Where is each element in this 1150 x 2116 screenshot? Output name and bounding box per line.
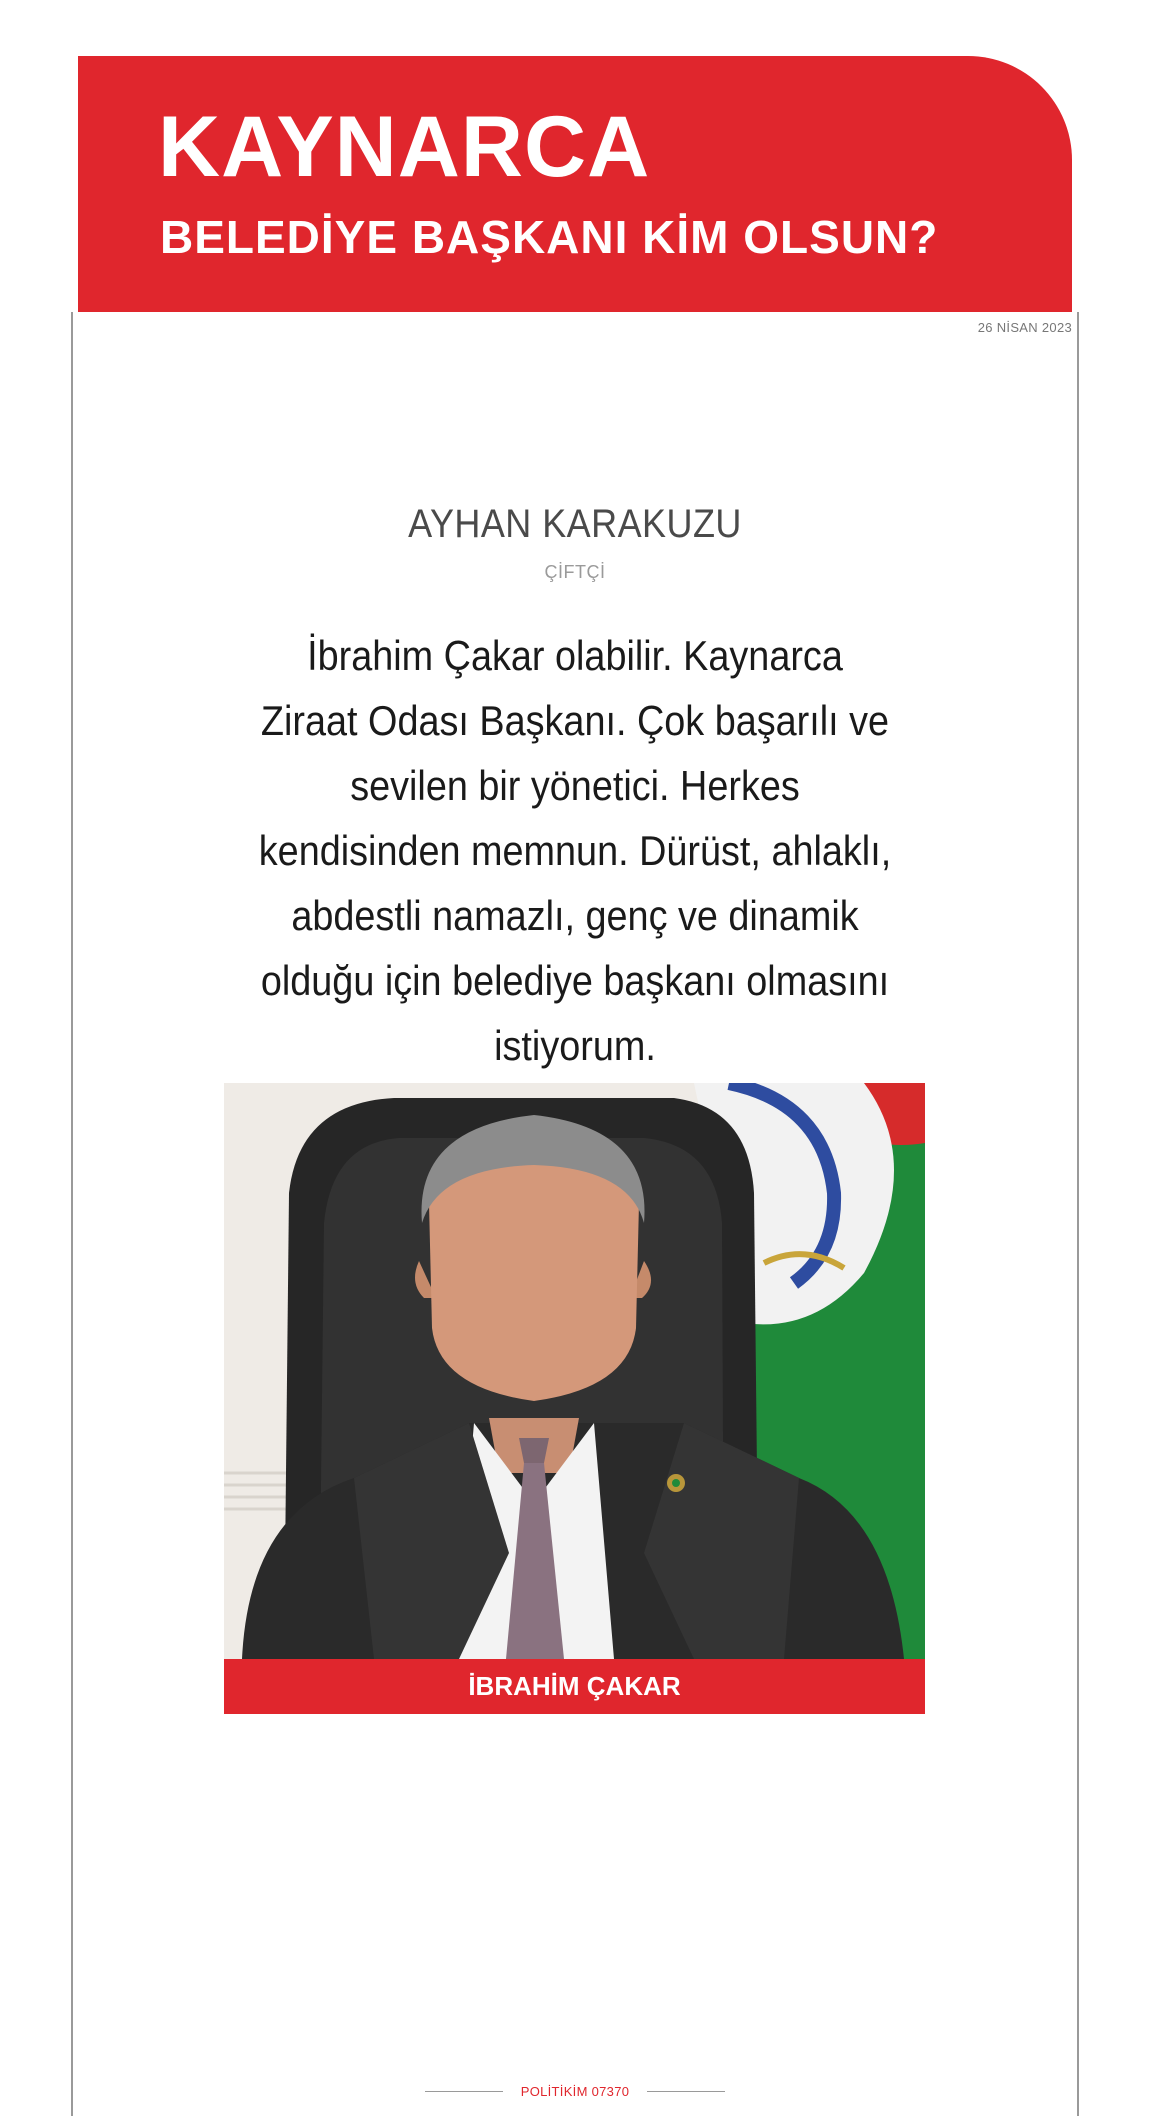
footer-rule-left <box>425 2091 503 2092</box>
footer-rule-right <box>647 2091 725 2092</box>
author-name: AYHAN KARAKUZU <box>408 502 742 546</box>
publish-date: 26 NİSAN 2023 <box>977 320 1072 335</box>
header-title: KAYNARCA <box>158 99 651 195</box>
footer-text: POLİTİKİM 07370 <box>520 2084 630 2099</box>
quote-text: İbrahim Çakar olabilir. Kaynarca Ziraat Odası Başkanı. Çok başarılı ve sevilen bir yönetici. Herkes kendisinden memnun. Dürüst, ahlaklı, abdestli namazlı, genç ve dinamik olduğu için belediye başkanı olmasını istiyorum. <box>258 632 892 1069</box>
footer <box>0 2084 1150 2099</box>
header-banner <box>78 56 1072 312</box>
photo-caption: İBRAHİM ÇAKAR <box>224 1659 925 1714</box>
author-role: ÇİFTÇİ <box>544 562 606 582</box>
header-subtitle: BELEDİYE BAŞKANI KİM OLSUN? <box>160 211 939 263</box>
portrait-photo <box>224 1083 925 1659</box>
